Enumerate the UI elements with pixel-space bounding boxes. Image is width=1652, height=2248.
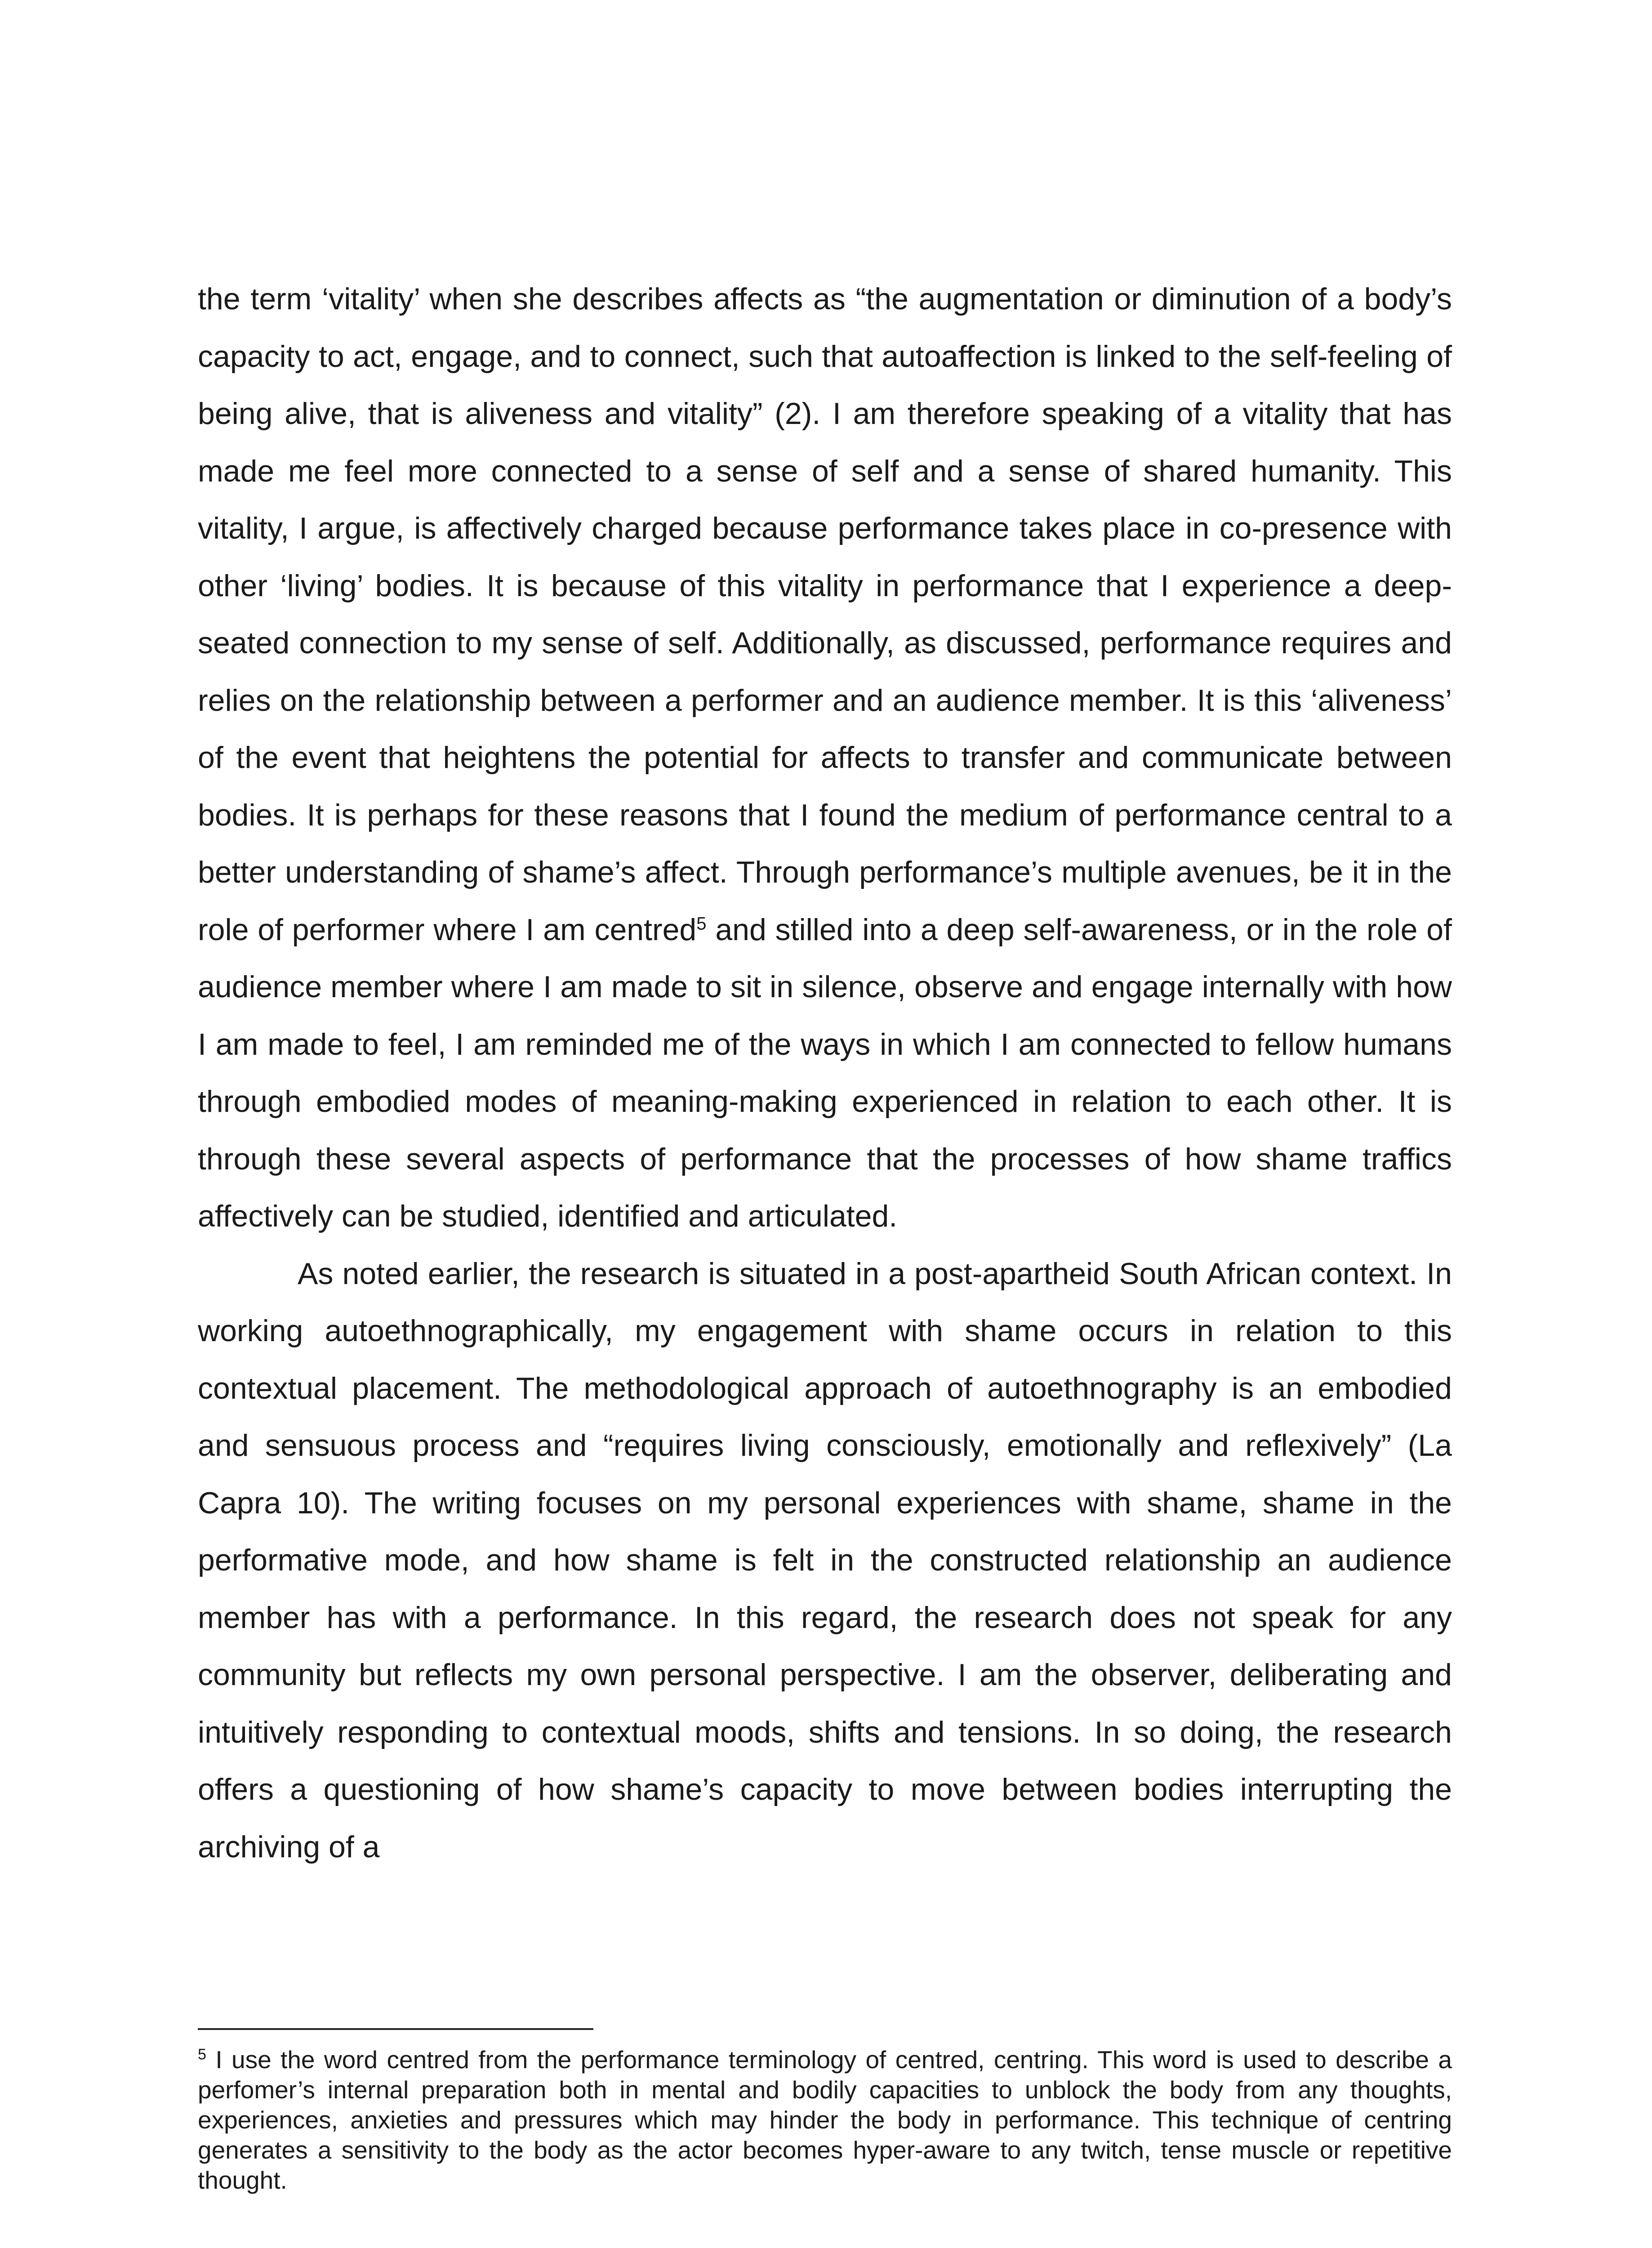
paragraph-1 — [198, 271, 1452, 1245]
footnote-reference-5[interactable]: 5 — [696, 913, 707, 933]
main-body-text — [198, 271, 1452, 1876]
paragraph-1-text-after-ref: and stilled into a deep self-awareness, or in the role of audience member where I am made to sit in silence, observe and engage internally with how I am made to feel, I am reminded me of the ways in which I am connected to fellow humans through embodied modes of meaning-making experienced in relation to each other. It is through these several aspects of performance that the processes of how shame traffics affectively can be studied, identified and articulated. — [198, 912, 1452, 1233]
footnote-number: 5 — [198, 2046, 206, 2063]
footnote-separator — [198, 2028, 593, 2030]
paragraph-1-text-before-ref: the term ‘vitality’ when she describes affects as “the augmentation or diminution of a body’s capacity to act, engage, and to connect, such that autoaffection is linked to the self-feeling of being alive, that is aliveness and vitality” (2). I am therefore speaking of a vitality that has made me feel more connected to a sense of self and a sense of shared humanity. This vitality, I argue, is affectively charged because performance takes place in co-presence with other ‘living’ bodies. It is because of this vitality in performance that I experience a deep-seated connection to my sense of self. Additionally, as discussed, performance requires and relies on the relationship between a performer and an audience member. It is this ‘aliveness’ of the event that heightens the potential for affects to transfer and communicate between bodies. It is perhaps for these reasons that I found the medium of performance central to a better understanding of shame’s affect. Through performance’s multiple avenues, be it in the role of performer where I am centred — [198, 282, 1452, 947]
footnote — [198, 2045, 1452, 2195]
paragraph-2: As noted earlier, the research is situated in a post-apartheid South African context. In working autoethnographically, my engagement with shame occurs in relation to this contextual placement. The methodological approach of autoethnography is an embodied and sensuous process and “requires living consciously, emotionally and reflexively” (La Capra 10). The writing focuses on my personal experiences with shame, shame in the performative mode, and how shame is felt in the constructed relationship an audience member has with a performance. In this regard, the research does not speak for any community but reflects my own personal perspective. I am the observer, deliberating and intuitively responding to contextual moods, shifts and tensions. In so doing, the research offers a questioning of how shame’s capacity to move between bodies interrupting the archiving of a — [198, 1256, 1452, 1864]
footnote-text: I use the word centred from the performance terminology of centred, centring. This word is used to describe a perfomer’s internal preparation both in mental and bodily capacities to unblock the body from any thoughts, experiences, anxieties and pressures which may hinder the body in performance. This technique of centring generates a sensitivity to the body as the actor becomes hyper-aware to any twitch, tense muscle or repetitive thought. — [198, 2046, 1452, 2194]
